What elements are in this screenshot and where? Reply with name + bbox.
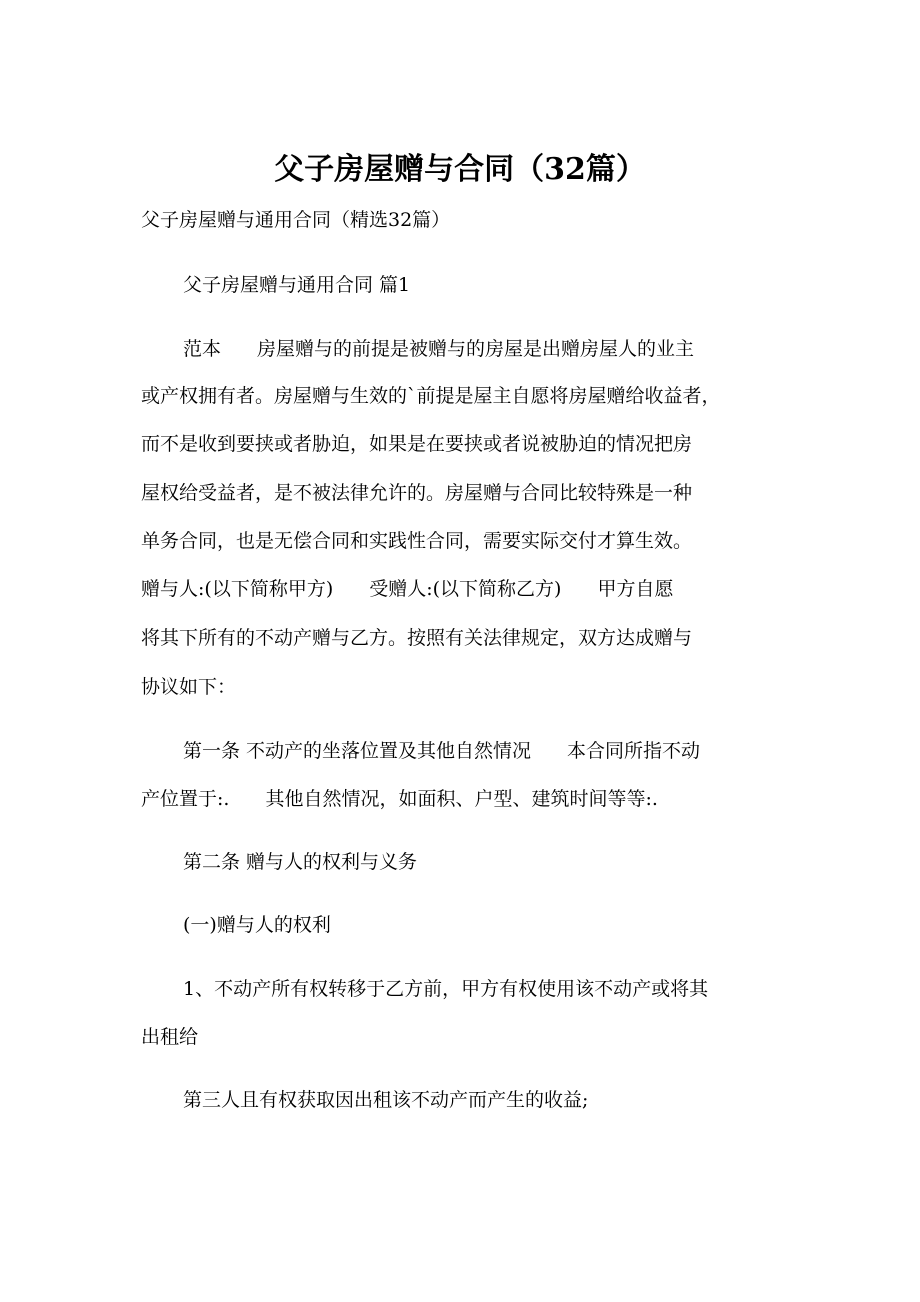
article-1-text: 本合同所指不动 bbox=[567, 740, 701, 762]
paragraph-line: 将其下所有的不动产赠与乙方。按照有关法律规定，双方达成赠与 bbox=[141, 627, 693, 649]
paragraph-text: 甲方自愿 bbox=[597, 578, 674, 600]
subsection-heading: (一)赠与人的权利 bbox=[183, 914, 331, 936]
paragraph-line bbox=[141, 575, 673, 603]
paragraph-line: 协议如下： bbox=[141, 676, 237, 698]
paragraph-line bbox=[183, 335, 694, 363]
article-1-line bbox=[183, 737, 700, 765]
location-field: 产位置于:. bbox=[141, 788, 230, 810]
paragraph-text: 房屋赠与的前提是被赠与的房屋是出赠房屋人的业主 bbox=[257, 338, 695, 360]
section-heading: 父子房屋赠与通用合同 篇1 bbox=[183, 274, 411, 296]
other-conditions-field: 其他自然情况，如面积、户型、建筑时间等等:. bbox=[265, 788, 658, 810]
article-2-heading: 第二条 赠与人的权利与义务 bbox=[183, 851, 418, 873]
donor-label: 赠与人:(以下简称甲方) bbox=[141, 578, 334, 600]
article-1-line bbox=[141, 785, 658, 813]
document-subtitle: 父子房屋赠与通用合同（精选32篇） bbox=[141, 209, 451, 231]
paragraph-line: 单务合同，也是无偿合同和实践性合同，需要实际交付才算生效。 bbox=[141, 530, 693, 552]
paragraph-line: 第三人且有权获取因出租该不动产而产生的收益; bbox=[183, 1089, 589, 1111]
list-item-line: 出租给 bbox=[141, 1026, 199, 1048]
article-1-heading: 第一条 不动产的坐落位置及其他自然情况 bbox=[183, 740, 532, 762]
list-item-line: 1、不动产所有权转移于乙方前，甲方有权使用该不动产或将其 bbox=[183, 978, 709, 1000]
donee-label: 受赠人:(以下简称乙方) bbox=[369, 578, 562, 600]
paragraph-label: 范本 bbox=[183, 338, 222, 360]
document-title: 父子房屋赠与合同（32篇） bbox=[274, 152, 646, 187]
paragraph-line: 而不是收到要挟或者胁迫，如果是在要挟或者说被胁迫的情况把房 bbox=[141, 433, 693, 455]
paragraph-line: 屋权给受益者，是不被法律允许的。房屋赠与合同比较特殊是一种 bbox=[141, 482, 693, 504]
paragraph-line: 或产权拥有者。房屋赠与生效的`前提是屋主自愿将房屋赠给收益者， bbox=[141, 385, 721, 407]
